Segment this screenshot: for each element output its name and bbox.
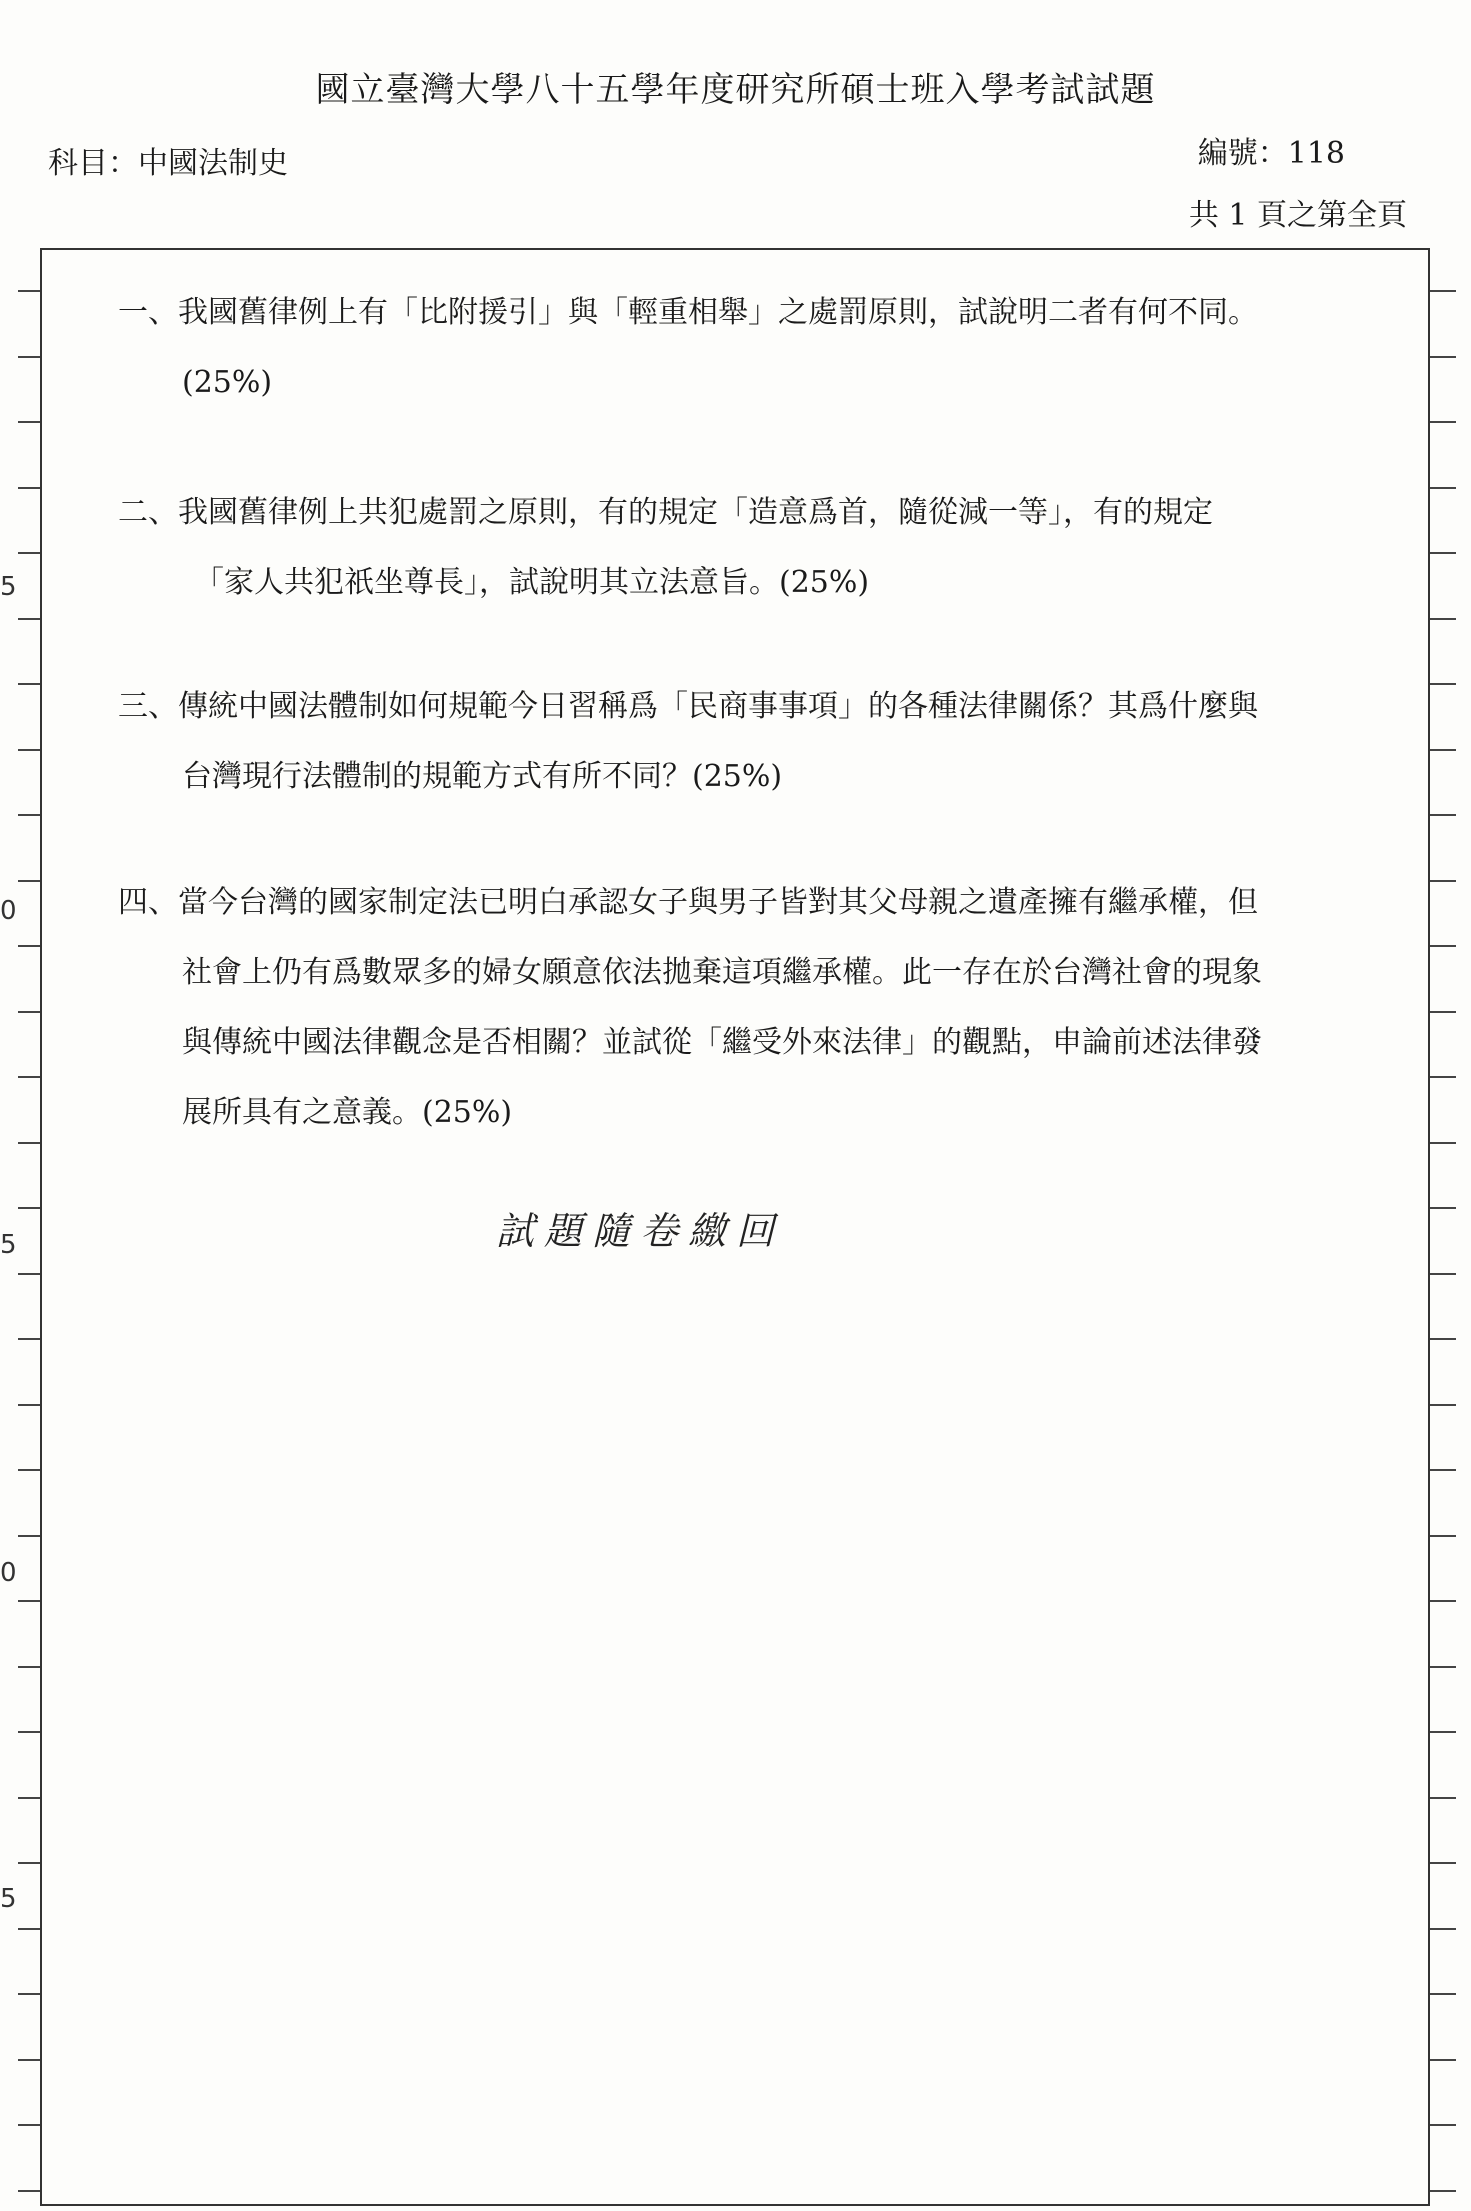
exam-title: 國立臺灣大學八十五學年度研究所碩士班入學考試試題: [315, 70, 1156, 110]
ruler-tick: [1430, 1928, 1456, 1930]
ruler-tick: [18, 749, 40, 751]
ruler-tick: [1430, 749, 1456, 751]
subject-label: 科目：中國法制史: [48, 146, 288, 181]
ruler-tick: [18, 2190, 40, 2192]
margin-number: 0: [0, 1558, 17, 1588]
ruler-tick: [1430, 1338, 1456, 1340]
margin-number: 5: [0, 572, 17, 602]
ruler-tick: [1430, 290, 1456, 292]
ruler-tick: [18, 1469, 40, 1471]
question-4: [118, 868, 1358, 1148]
ruler-tick: [1430, 1011, 1456, 1013]
question-line: 三、傳統中國法體制如何規範今日習稱爲「民商事事項」的各種法律關係？其爲什麼與: [118, 689, 1258, 724]
ruler-tick: [18, 1797, 40, 1799]
ruler-tick: [18, 945, 40, 947]
ruler-tick: [1430, 683, 1456, 685]
ruler-tick: [18, 683, 40, 685]
question-line: (25%): [182, 365, 273, 400]
question-3: [118, 672, 1358, 812]
question-line: 二、我國舊律例上共犯處罰之原則，有的規定「造意爲首，隨從減一等」，有的規定: [118, 495, 1213, 530]
ruler-tick: [1430, 1404, 1456, 1406]
question-line: 與傳統中國法律觀念是否相關？並試從「繼受外來法律」的觀點，申論前述法律發: [182, 1025, 1262, 1060]
ruler-tick: [18, 421, 40, 423]
ruler-tick: [18, 1600, 40, 1602]
ruler-tick: [1430, 1207, 1456, 1209]
ruler-tick: [1430, 2124, 1456, 2126]
ruler-tick: [18, 1142, 40, 1144]
margin-number: 5: [0, 1884, 17, 1914]
ruler-tick: [1430, 945, 1456, 947]
ruler-tick: [1430, 1469, 1456, 1471]
ruler-tick: [1430, 1273, 1456, 1275]
ruler-tick: [1430, 1535, 1456, 1537]
ruler-tick: [1430, 1142, 1456, 1144]
ruler-tick: [18, 1862, 40, 1864]
ruler-tick: [18, 880, 40, 882]
ruler-tick: [18, 1076, 40, 1078]
question-line: 一、我國舊律例上有「比附援引」與「輕重相舉」之處罰原則，試說明二者有何不同。: [118, 295, 1258, 330]
question-line: 台灣現行法體制的規範方式有所不同？(25%): [182, 759, 783, 794]
ruler-tick: [18, 290, 40, 292]
ruler-tick: [1430, 880, 1456, 882]
ruler-tick: [1430, 487, 1456, 489]
ruler-tick: [18, 1993, 40, 1995]
ruler-tick: [18, 552, 40, 554]
margin-number: 5: [0, 1230, 17, 1260]
ruler-tick: [18, 1928, 40, 1930]
ruler-tick: [1430, 814, 1456, 816]
ruler-tick: [1430, 1731, 1456, 1733]
ruler-tick: [1430, 1666, 1456, 1668]
ruler-tick: [18, 356, 40, 358]
ruler-tick: [1430, 2190, 1456, 2192]
ruler-tick: [1430, 2059, 1456, 2061]
question-2: [118, 478, 1358, 618]
return-with-answer-stamp: 試題隨卷繳回: [496, 1209, 785, 1253]
ruler-tick: [1430, 356, 1456, 358]
page-count: 共 1 頁之第全頁: [1188, 198, 1407, 233]
ruler-tick: [18, 1011, 40, 1013]
ruler-tick: [18, 2124, 40, 2126]
question-line: 「家人共犯祇坐尊長」，試說明其立法意旨。(25%): [194, 565, 870, 600]
question-line: 社會上仍有爲數眾多的婦女願意依法拋棄這項繼承權。此一存在於台灣社會的現象: [182, 955, 1262, 990]
margin-number: 0: [0, 896, 17, 926]
ruler-tick: [1430, 421, 1456, 423]
ruler-tick: [18, 1731, 40, 1733]
exam-code: 編號：118: [1197, 136, 1345, 171]
ruler-tick: [18, 1666, 40, 1668]
question-1: [118, 278, 1358, 418]
ruler-tick: [18, 1404, 40, 1406]
ruler-tick: [18, 814, 40, 816]
ruler-tick: [1430, 1862, 1456, 1864]
ruler-tick: [1430, 1797, 1456, 1799]
ruler-tick: [18, 1273, 40, 1275]
ruler-tick: [18, 618, 40, 620]
ruler-tick: [18, 1535, 40, 1537]
ruler-tick: [18, 487, 40, 489]
ruler-tick: [1430, 1993, 1456, 1995]
ruler-tick: [18, 2059, 40, 2061]
question-line: 展所具有之意義。(25%): [182, 1095, 513, 1130]
ruler-tick: [1430, 552, 1456, 554]
ruler-tick: [1430, 1600, 1456, 1602]
ruler-tick: [18, 1338, 40, 1340]
ruler-tick: [1430, 1076, 1456, 1078]
ruler-tick: [1430, 618, 1456, 620]
question-line: 四、當今台灣的國家制定法已明白承認女子與男子皆對其父母親之遺產擁有繼承權，但: [118, 885, 1258, 920]
ruler-tick: [18, 1207, 40, 1209]
